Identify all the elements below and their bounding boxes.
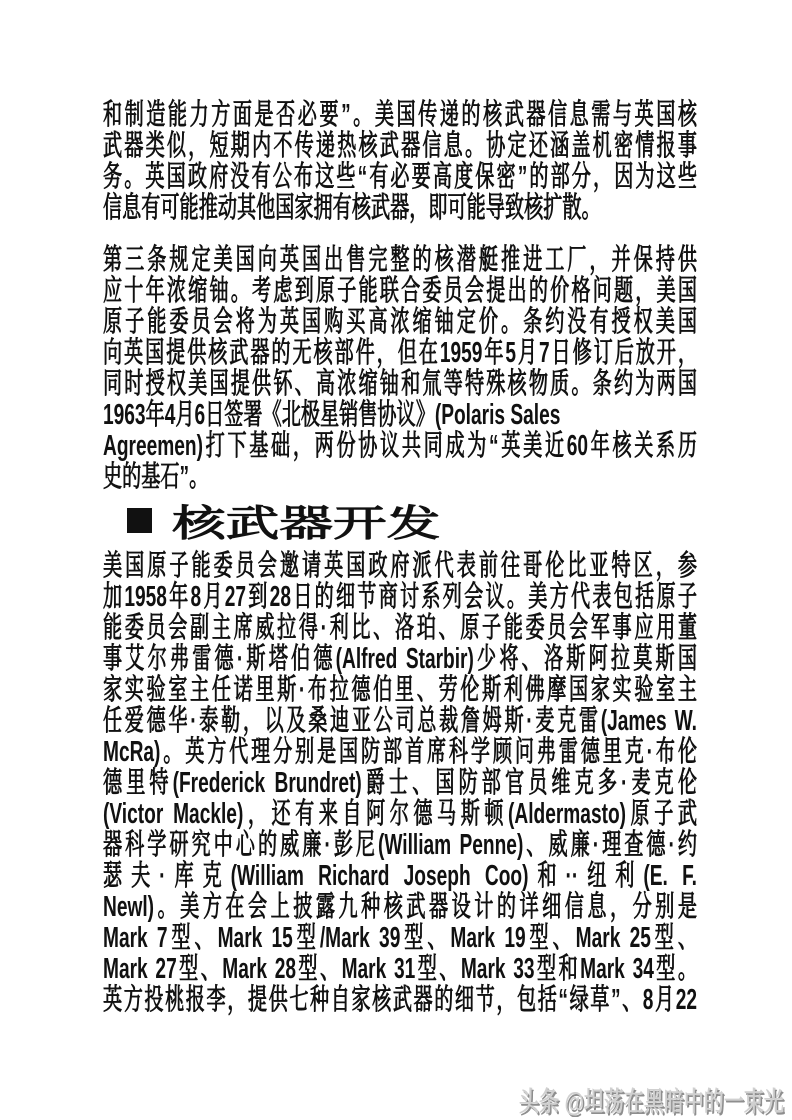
section-heading-title: 核武器开发	[172, 503, 441, 544]
text-line: 器科学研究中心的威廉·彭尼(William Penne)、威廉·理查德·约	[103, 829, 697, 861]
text-line: 瑟夫·库克(William Richard Joseph Coo)和··纽利(E. F.	[103, 860, 697, 892]
text-line: 务。英国政府没有公布这些“有必要高度保密”的部分，因为这些	[103, 161, 697, 193]
text-line: Agreemen)打下基础，两份协议共同成为“英美近60年核关系历	[103, 430, 697, 462]
text-line: 史的基石”。	[103, 461, 209, 493]
text-line: McRa)。英方代理分别是国防部首席科学顾问弗雷德里克·布伦	[103, 736, 697, 768]
text-line: 加1958年8月27到28日的细节商讨系列会议。美方代表包括原子	[103, 581, 697, 613]
section-heading	[127, 496, 441, 544]
paragraph-2	[103, 245, 697, 493]
text-line: 1963年4月6日签署《北极星销售协议》(Polaris Sales	[103, 399, 561, 431]
text-line: 原子能委员会将为英国购买高浓缩铀定价。条约没有授权美国	[103, 306, 697, 338]
text-line: Newl)。美方在会上披露九种核武器设计的详细信息，分别是	[103, 891, 697, 923]
paragraph-1	[103, 100, 697, 224]
text-line: 美国原子能委员会邀请英国政府派代表前往哥伦比亚特区，参	[103, 550, 697, 582]
text-line: 同时授权美国提供钚、高浓缩铀和氚等特殊核物质。条约为两国	[103, 368, 697, 400]
text-line: 英方投桃报李，提供七种自家核武器的细节，包括“绿草”、8月22	[103, 984, 697, 1016]
text-line: 和制造能力方面是否必要”。美国传递的核武器信息需与英国核	[103, 99, 697, 131]
text-line: Mark 27型、Mark 28型、Mark 31型、Mark 33型和Mark 34型。	[103, 953, 697, 985]
text-line: 德里特(Frederick Brundret)爵士、国防部官员维克多·麦克伦	[103, 767, 697, 799]
text-line: 能委员会副主席威拉得·利比、洛珀、原子能委员会军事应用董	[103, 612, 697, 644]
text-line: 应十年浓缩铀。考虑到原子能联合委员会提出的价格问题，美国	[103, 275, 697, 307]
text-line: 第三条规定美国向英国出售完整的核潜艇推进工厂，并保持供	[103, 244, 697, 276]
toutiao-watermark-credit: 头条 @坦荡在黑暗中的一束光	[519, 1087, 784, 1117]
text-line: Mark 7型、Mark 15型/Mark 39型、Mark 19型、Mark 25型、	[103, 922, 697, 954]
text-line: 武器类似，短期内不传递热核武器信息。协定还涵盖机密情报事	[103, 130, 697, 162]
text-line: 事艾尔弗雷德·斯塔伯德(Alfred Starbir)少将、洛斯阿拉莫斯国	[103, 643, 697, 675]
paragraph-3	[103, 551, 697, 1016]
text-line: (Victor Mackle)，还有来自阿尔德马斯顿(Aldermasto)原子武	[103, 798, 697, 830]
text-line: 任爱德华·泰勒，以及桑迪亚公司总裁詹姆斯·麦克雷(James W.	[103, 705, 697, 737]
square-bullet-icon	[127, 508, 152, 533]
text-line: 向英国提供核武器的无核部件，但在1959年5月7日修订后放开，	[103, 337, 697, 369]
text-line: 信息有可能推动其他国家拥有核武器，即可能导致核扩散。	[103, 192, 601, 224]
text-line: 家实验室主任诺里斯·布拉德伯里、劳伦斯利佛摩国家实验室主	[103, 674, 697, 706]
